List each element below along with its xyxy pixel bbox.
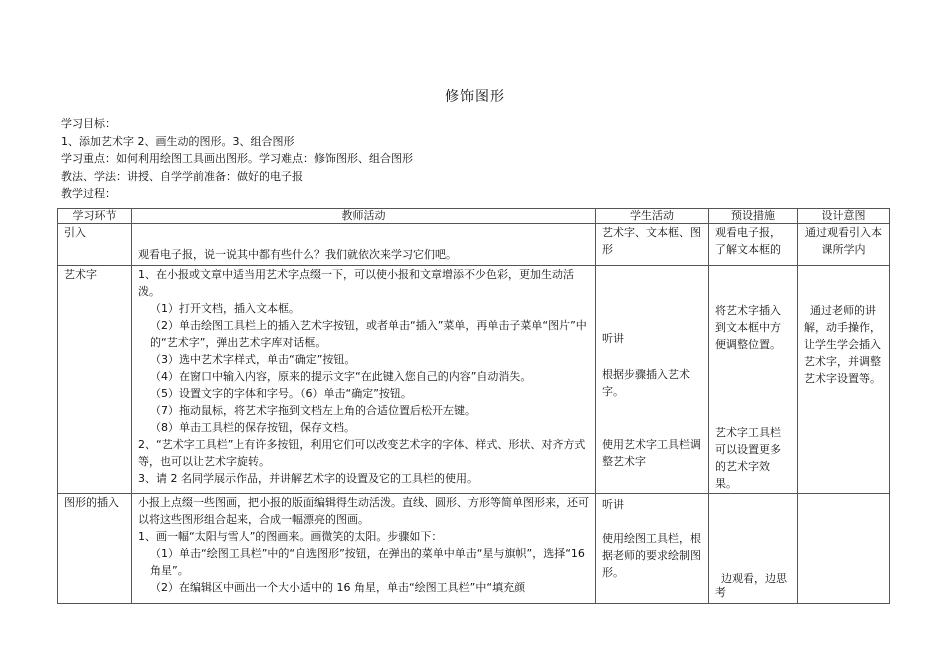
teacher-text: 2、“艺术字工具栏”上有许多按钮，利用它们可以改变艺术字的字体、样式、形状、对齐方式等，也可以让艺术字旋转。 <box>138 438 586 468</box>
lesson-table <box>57 208 890 604</box>
intro-goals: 1、添加艺术字 2、画生动的图形。3、组合图形 <box>61 134 295 148</box>
student-cell <box>596 224 709 266</box>
student-text: 使用绘图工具栏，根据老师的要求绘制图形。 <box>602 532 701 579</box>
intro-focus: 学习重点：如何利用绘图工具画出图形。学习难点：修饰图形、组合图形 <box>61 152 413 165</box>
measures-cell <box>709 494 798 604</box>
intro-section <box>61 115 413 203</box>
teacher-text: 小报上点缀一些图画，把小报的版面编辑得生动活泼。直线、圆形、方形等简单图形来，还可以将这些图形组合起来，合成一幅漂亮的图画。 <box>138 496 589 526</box>
student-text: 听讲 <box>602 498 624 511</box>
intro-label-goals: 学习目标： <box>61 117 116 130</box>
intro-methods: 教法、学法：讲授、自学学前准备：做好的电子报 <box>61 169 303 183</box>
intent-cell <box>798 266 890 494</box>
intent-cell <box>798 224 890 266</box>
student-text: 艺术字、文本框、图形 <box>602 226 701 256</box>
teacher-cell <box>132 266 596 494</box>
teacher-step: （8）单击工具栏的保存按钮，保存文档。 <box>150 421 355 434</box>
teacher-text: 1、在小报或文章中适当用艺术字点缀一下，可以使小报和文章增添不少色彩，更加生动活泼。 <box>138 268 574 298</box>
page-title: 修饰图形 <box>445 89 505 105</box>
teacher-cell <box>132 224 596 266</box>
student-text: 使用艺术字工具栏调整艺术字 <box>602 438 701 468</box>
intro-process-label: 教学过程： <box>61 187 116 200</box>
teacher-step: （7）拖动鼠标，将艺术字拖到文档左上角的合适位置后松开左键。 <box>150 404 476 417</box>
teacher-text: 观看电子报，说一说其中都有些什么？我们就依次来学习它们吧。 <box>138 248 457 261</box>
intent-text: 通过老师的讲解，动手操作，让学生学会插入艺术字，并调整艺术字设置等。 <box>804 304 881 385</box>
teacher-step: （4）在窗口中输入内容，原来的提示文字“在此键入您自己的内容”自动消失。 <box>150 370 532 383</box>
measures-cell <box>709 224 798 266</box>
student-cell <box>596 494 709 604</box>
teacher-step: （1）打开文档，插入文本框。 <box>150 302 300 315</box>
student-text: 根据步骤插入艺术字。 <box>602 368 690 398</box>
stage-cell: 引入 <box>58 224 132 266</box>
stage-cell: 艺术字 <box>58 266 132 494</box>
header-intent: 设计意图 <box>798 209 890 224</box>
measures-cell <box>709 266 798 494</box>
intent-text: 通过观看引入本课所学内 <box>805 226 882 256</box>
teacher-step: （2）单击绘图工具栏上的插入艺术字按钮，或者单击“插入”菜单，再单击子菜单“图片”中的“艺术字”，弹出艺术字库对话框。 <box>150 319 587 349</box>
header-student: 学生活动 <box>596 209 709 224</box>
header-measures: 预设措施 <box>709 209 798 224</box>
measures-text: 边观看，边思考 <box>715 572 787 599</box>
table-header-row <box>58 209 890 224</box>
header-teacher: 教师活动 <box>132 209 596 224</box>
table-row <box>58 224 890 266</box>
student-cell <box>596 266 709 494</box>
teacher-step: （3）选中艺术字样式，单击“确定”按钮。 <box>150 353 356 366</box>
teacher-cell <box>132 494 596 604</box>
teacher-step: （2）在编辑区中画出一个大小适中的 16 角星，单击“绘图工具栏”中“填充颜 <box>150 581 526 594</box>
teacher-text: 3、请 2 名同学展示作品，并讲解艺术字的设置及它的工具栏的使用。 <box>138 472 478 485</box>
measures-text: 艺术字工具栏可以设置更多的艺术字效果。 <box>715 426 781 490</box>
stage-cell: 图形的插入 <box>58 494 132 604</box>
teacher-step: （1）单击“绘图工具栏”中的“自选图形”按钮，在弹出的菜单中单击“星与旗帜”，选择“16 角星”。 <box>150 547 585 577</box>
teacher-text: 1、画一幅“太阳与雪人”的图画来。画微笑的太阳。步骤如下： <box>138 530 443 543</box>
table-row <box>58 266 890 494</box>
student-text: 听讲 <box>602 332 624 345</box>
table-row <box>58 494 890 604</box>
measures-text: 将艺术字插入到文本框中方便调整位置。 <box>715 304 781 351</box>
header-stage: 学习环节 <box>58 209 132 224</box>
intent-cell <box>798 494 890 604</box>
measures-text: 观看电子报，了解文本框的 <box>715 226 781 256</box>
teacher-step: （5）设置文字的字体和字号。（6）单击“确定”按钮。 <box>150 387 412 400</box>
